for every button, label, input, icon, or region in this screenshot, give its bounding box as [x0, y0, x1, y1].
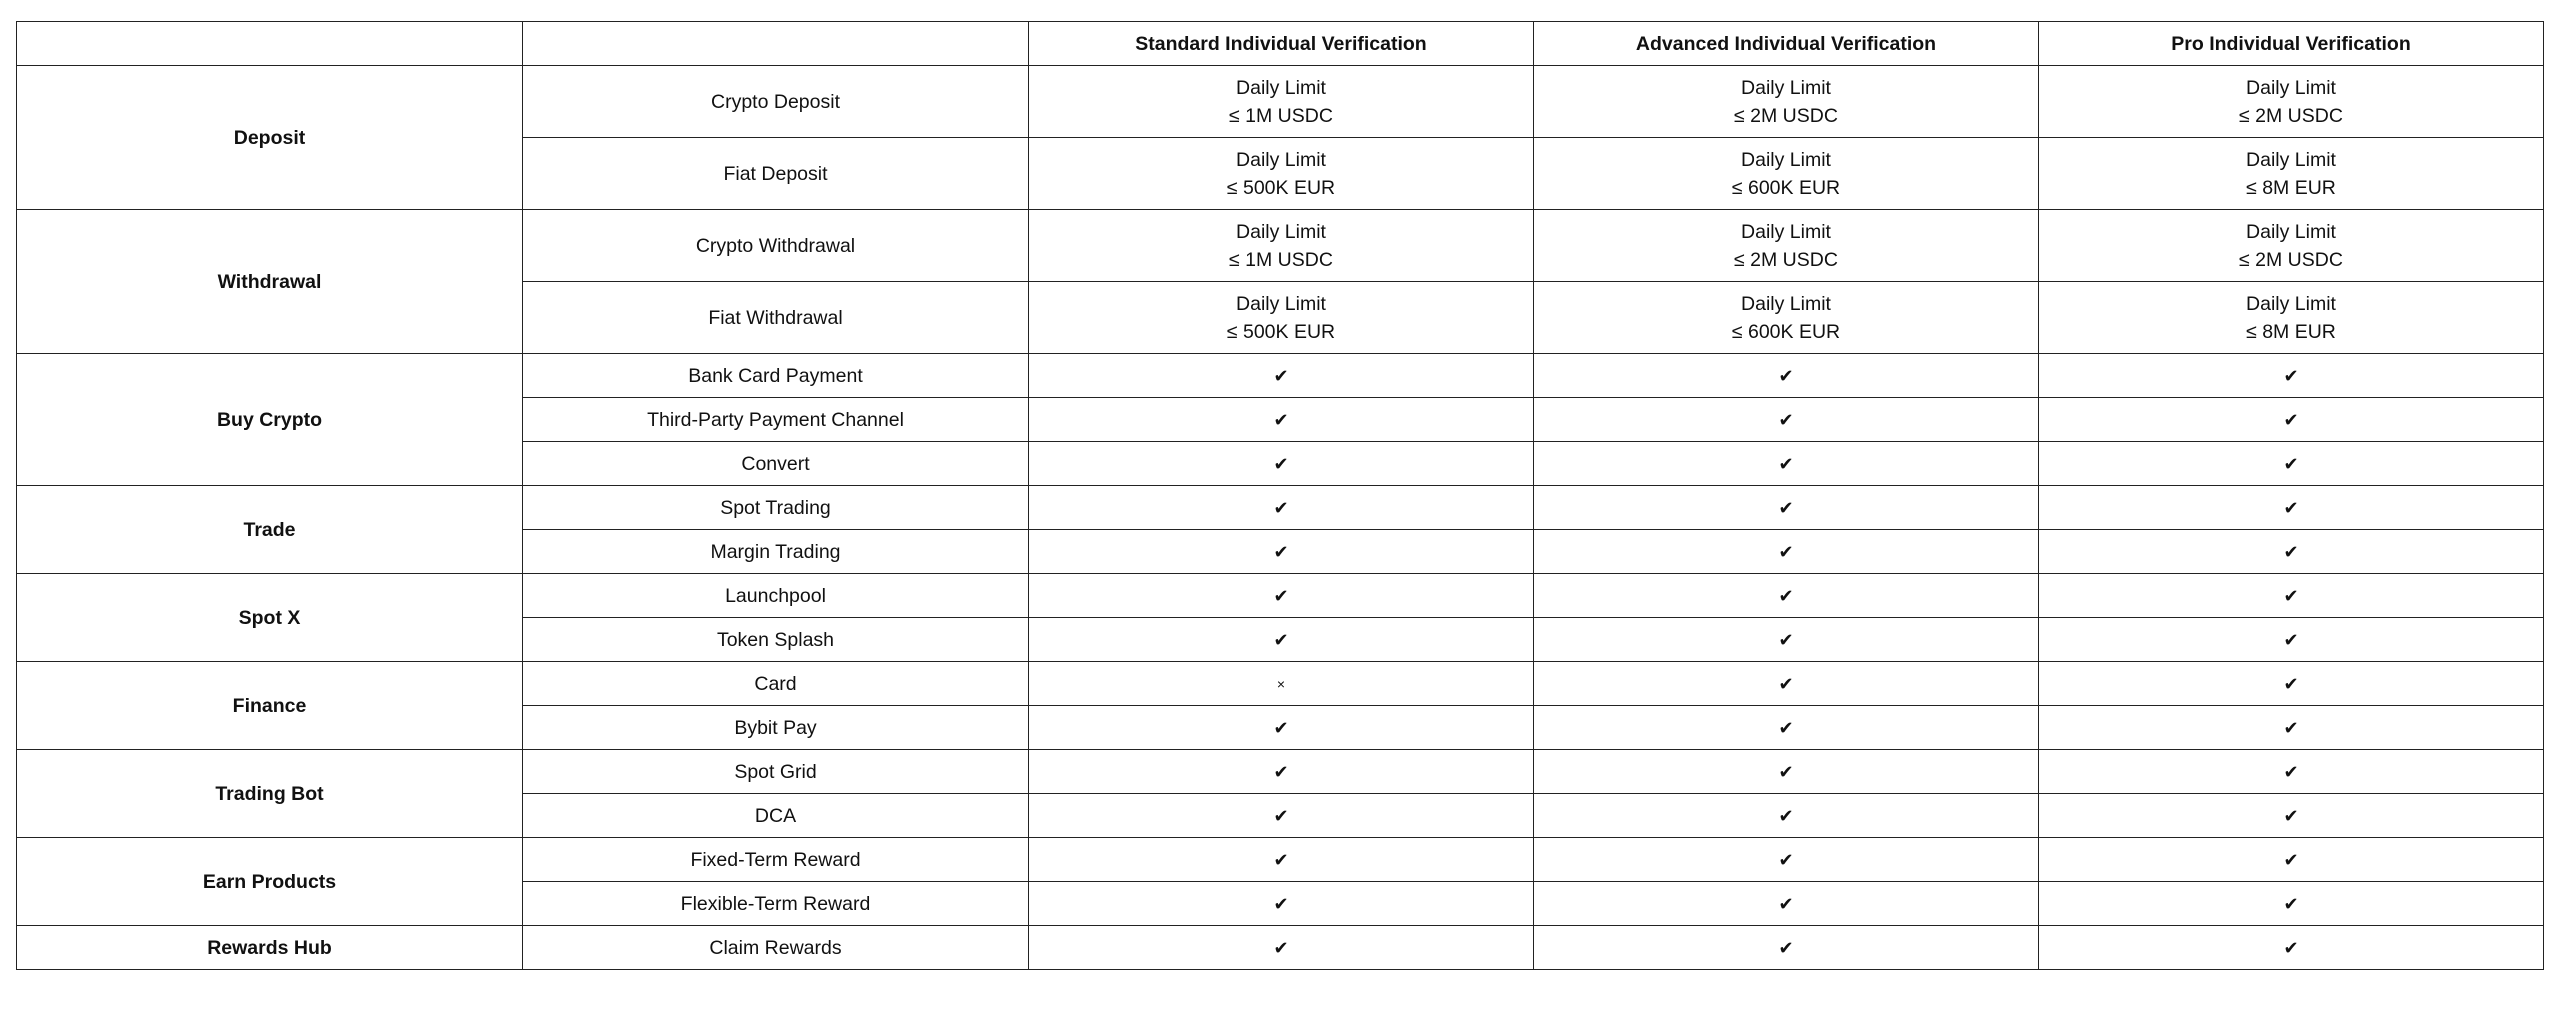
checkmark-icon: ✔: [1273, 761, 1289, 782]
daily-limit-label: Daily Limit: [1741, 292, 1831, 315]
availability-cell: [1534, 926, 2039, 970]
table-row: [17, 662, 2544, 706]
checkmark-icon: ✔: [1273, 937, 1289, 958]
availability-cell: [2039, 662, 2544, 706]
availability-cell: [2039, 486, 2544, 530]
checkmark-icon: ✔: [1273, 365, 1289, 386]
daily-limit-value: ≤ 600K EUR: [1731, 176, 1841, 199]
daily-limit-value: ≤ 1M USDC: [1229, 248, 1333, 271]
daily-limit-label: Daily Limit: [2246, 292, 2336, 315]
checkmark-icon: ✔: [1273, 409, 1289, 430]
availability-cell: [1029, 706, 1534, 750]
checkmark-icon: ✔: [1273, 629, 1289, 650]
availability-cell: [1029, 882, 1534, 926]
checkmark-icon: ✔: [1273, 893, 1289, 914]
table-body: [17, 66, 2544, 970]
checkmark-icon: ✔: [1778, 365, 1794, 386]
checkmark-icon: ✔: [2283, 585, 2299, 606]
header-standard-tier: Standard Individual Verification: [1029, 22, 1534, 66]
availability-cell: [1534, 354, 2039, 398]
table-row: [17, 354, 2544, 398]
daily-limit-value: ≤ 500K EUR: [1226, 320, 1336, 343]
daily-limit-label: Daily Limit: [2246, 148, 2336, 171]
category-cell: Withdrawal: [17, 210, 523, 354]
header-blank-category: [17, 22, 523, 66]
availability-cell: [2039, 706, 2544, 750]
availability-cell: [1534, 530, 2039, 574]
checkmark-icon: ✔: [1778, 717, 1794, 738]
daily-limit-cell: [2039, 138, 2544, 210]
checkmark-icon: ✔: [1778, 409, 1794, 430]
availability-cell: [1534, 882, 2039, 926]
availability-cell: [2039, 530, 2544, 574]
availability-cell: [1534, 398, 2039, 442]
daily-limit-cell: [1029, 282, 1534, 354]
availability-cell: [1029, 750, 1534, 794]
availability-cell: [1534, 706, 2039, 750]
daily-limit-value: ≤ 8M EUR: [2246, 176, 2336, 199]
checkmark-icon: ✔: [1778, 805, 1794, 826]
availability-cell: [1029, 618, 1534, 662]
table-row: [17, 66, 2544, 138]
availability-cell: [1534, 750, 2039, 794]
checkmark-icon: ✔: [2283, 717, 2299, 738]
feature-cell: Crypto Withdrawal: [523, 210, 1029, 282]
availability-cell: [1534, 794, 2039, 838]
daily-limit-value: ≤ 2M USDC: [1734, 248, 1838, 271]
category-cell: Deposit: [17, 66, 523, 210]
table-row: [17, 750, 2544, 794]
daily-limit-cell: [1029, 138, 1534, 210]
feature-cell: Card: [523, 662, 1029, 706]
checkmark-icon: ✔: [1778, 497, 1794, 518]
feature-cell: Bank Card Payment: [523, 354, 1029, 398]
feature-cell: Launchpool: [523, 574, 1029, 618]
availability-cell: [1029, 662, 1534, 706]
table-row: [17, 210, 2544, 282]
daily-limit-label: Daily Limit: [1236, 76, 1326, 99]
availability-cell: [2039, 354, 2544, 398]
daily-limit-label: Daily Limit: [1741, 76, 1831, 99]
checkmark-icon: ✔: [2283, 365, 2299, 386]
category-cell: Rewards Hub: [17, 926, 523, 970]
checkmark-icon: ✔: [1273, 585, 1289, 606]
availability-cell: [1029, 530, 1534, 574]
feature-cell: Spot Trading: [523, 486, 1029, 530]
feature-cell: Crypto Deposit: [523, 66, 1029, 138]
daily-limit-label: Daily Limit: [1236, 292, 1326, 315]
availability-cell: [1534, 574, 2039, 618]
checkmark-icon: ✔: [1273, 453, 1289, 474]
table-row: [17, 838, 2544, 882]
daily-limit-cell: [1029, 210, 1534, 282]
checkmark-icon: ✔: [1273, 805, 1289, 826]
daily-limit-cell: [1534, 282, 2039, 354]
daily-limit-label: Daily Limit: [1236, 148, 1326, 171]
feature-cell: Convert: [523, 442, 1029, 486]
availability-cell: [1029, 926, 1534, 970]
availability-cell: [2039, 618, 2544, 662]
checkmark-icon: ✔: [1778, 937, 1794, 958]
verification-comparison-table: [16, 21, 2544, 970]
checkmark-icon: ✔: [1273, 717, 1289, 738]
feature-cell: Claim Rewards: [523, 926, 1029, 970]
availability-cell: [1029, 398, 1534, 442]
feature-cell: Third-Party Payment Channel: [523, 398, 1029, 442]
checkmark-icon: ✔: [2283, 453, 2299, 474]
feature-cell: Flexible-Term Reward: [523, 882, 1029, 926]
table-row: [17, 486, 2544, 530]
availability-cell: [2039, 442, 2544, 486]
header-row: [17, 22, 2544, 66]
feature-cell: Margin Trading: [523, 530, 1029, 574]
availability-cell: [1029, 838, 1534, 882]
checkmark-icon: ✔: [1778, 673, 1794, 694]
category-cell: Trading Bot: [17, 750, 523, 838]
category-cell: Spot X: [17, 574, 523, 662]
category-cell: Finance: [17, 662, 523, 750]
availability-cell: [1534, 442, 2039, 486]
daily-limit-label: Daily Limit: [2246, 76, 2336, 99]
daily-limit-label: Daily Limit: [2246, 220, 2336, 243]
availability-cell: [1029, 574, 1534, 618]
checkmark-icon: ✔: [2283, 761, 2299, 782]
cross-icon: ×: [1276, 676, 1286, 692]
header-advanced-tier: Advanced Individual Verification: [1534, 22, 2039, 66]
checkmark-icon: ✔: [2283, 497, 2299, 518]
daily-limit-value: ≤ 2M USDC: [1734, 104, 1838, 127]
checkmark-icon: ✔: [1778, 585, 1794, 606]
availability-cell: [2039, 926, 2544, 970]
daily-limit-cell: [1029, 66, 1534, 138]
category-cell: Trade: [17, 486, 523, 574]
checkmark-icon: ✔: [1273, 849, 1289, 870]
feature-cell: DCA: [523, 794, 1029, 838]
checkmark-icon: ✔: [2283, 893, 2299, 914]
category-cell: Earn Products: [17, 838, 523, 926]
availability-cell: [2039, 882, 2544, 926]
daily-limit-cell: [1534, 210, 2039, 282]
checkmark-icon: ✔: [1778, 541, 1794, 562]
daily-limit-cell: [1534, 66, 2039, 138]
daily-limit-cell: [2039, 282, 2544, 354]
checkmark-icon: ✔: [1273, 497, 1289, 518]
checkmark-icon: ✔: [2283, 409, 2299, 430]
daily-limit-label: Daily Limit: [1741, 148, 1831, 171]
daily-limit-value: ≤ 600K EUR: [1731, 320, 1841, 343]
availability-cell: [1534, 486, 2039, 530]
availability-cell: [1534, 662, 2039, 706]
feature-cell: Fiat Deposit: [523, 138, 1029, 210]
daily-limit-cell: [1534, 138, 2039, 210]
availability-cell: [1534, 618, 2039, 662]
feature-cell: Bybit Pay: [523, 706, 1029, 750]
daily-limit-label: Daily Limit: [1236, 220, 1326, 243]
daily-limit-value: ≤ 2M USDC: [2239, 248, 2343, 271]
checkmark-icon: ✔: [2283, 849, 2299, 870]
availability-cell: [2039, 750, 2544, 794]
checkmark-icon: ✔: [1778, 849, 1794, 870]
availability-cell: [1029, 486, 1534, 530]
checkmark-icon: ✔: [2283, 629, 2299, 650]
daily-limit-value: ≤ 500K EUR: [1226, 176, 1336, 199]
availability-cell: [1029, 442, 1534, 486]
availability-cell: [1029, 354, 1534, 398]
availability-cell: [2039, 574, 2544, 618]
checkmark-icon: ✔: [1273, 541, 1289, 562]
daily-limit-cell: [2039, 210, 2544, 282]
daily-limit-cell: [2039, 66, 2544, 138]
feature-cell: Fixed-Term Reward: [523, 838, 1029, 882]
feature-cell: Spot Grid: [523, 750, 1029, 794]
checkmark-icon: ✔: [1778, 453, 1794, 474]
table-row: [17, 574, 2544, 618]
checkmark-icon: ✔: [1778, 761, 1794, 782]
availability-cell: [1029, 794, 1534, 838]
daily-limit-value: ≤ 8M EUR: [2246, 320, 2336, 343]
category-cell: Buy Crypto: [17, 354, 523, 486]
header-pro-tier: Pro Individual Verification: [2039, 22, 2544, 66]
header-blank-feature: [523, 22, 1029, 66]
table-row: [17, 926, 2544, 970]
checkmark-icon: ✔: [1778, 629, 1794, 650]
daily-limit-value: ≤ 2M USDC: [2239, 104, 2343, 127]
checkmark-icon: ✔: [1778, 893, 1794, 914]
availability-cell: [2039, 794, 2544, 838]
availability-cell: [1534, 838, 2039, 882]
daily-limit-value: ≤ 1M USDC: [1229, 104, 1333, 127]
feature-cell: Fiat Withdrawal: [523, 282, 1029, 354]
daily-limit-label: Daily Limit: [1741, 220, 1831, 243]
availability-cell: [2039, 398, 2544, 442]
checkmark-icon: ✔: [2283, 673, 2299, 694]
feature-cell: Token Splash: [523, 618, 1029, 662]
checkmark-icon: ✔: [2283, 805, 2299, 826]
checkmark-icon: ✔: [2283, 541, 2299, 562]
checkmark-icon: ✔: [2283, 937, 2299, 958]
availability-cell: [2039, 838, 2544, 882]
